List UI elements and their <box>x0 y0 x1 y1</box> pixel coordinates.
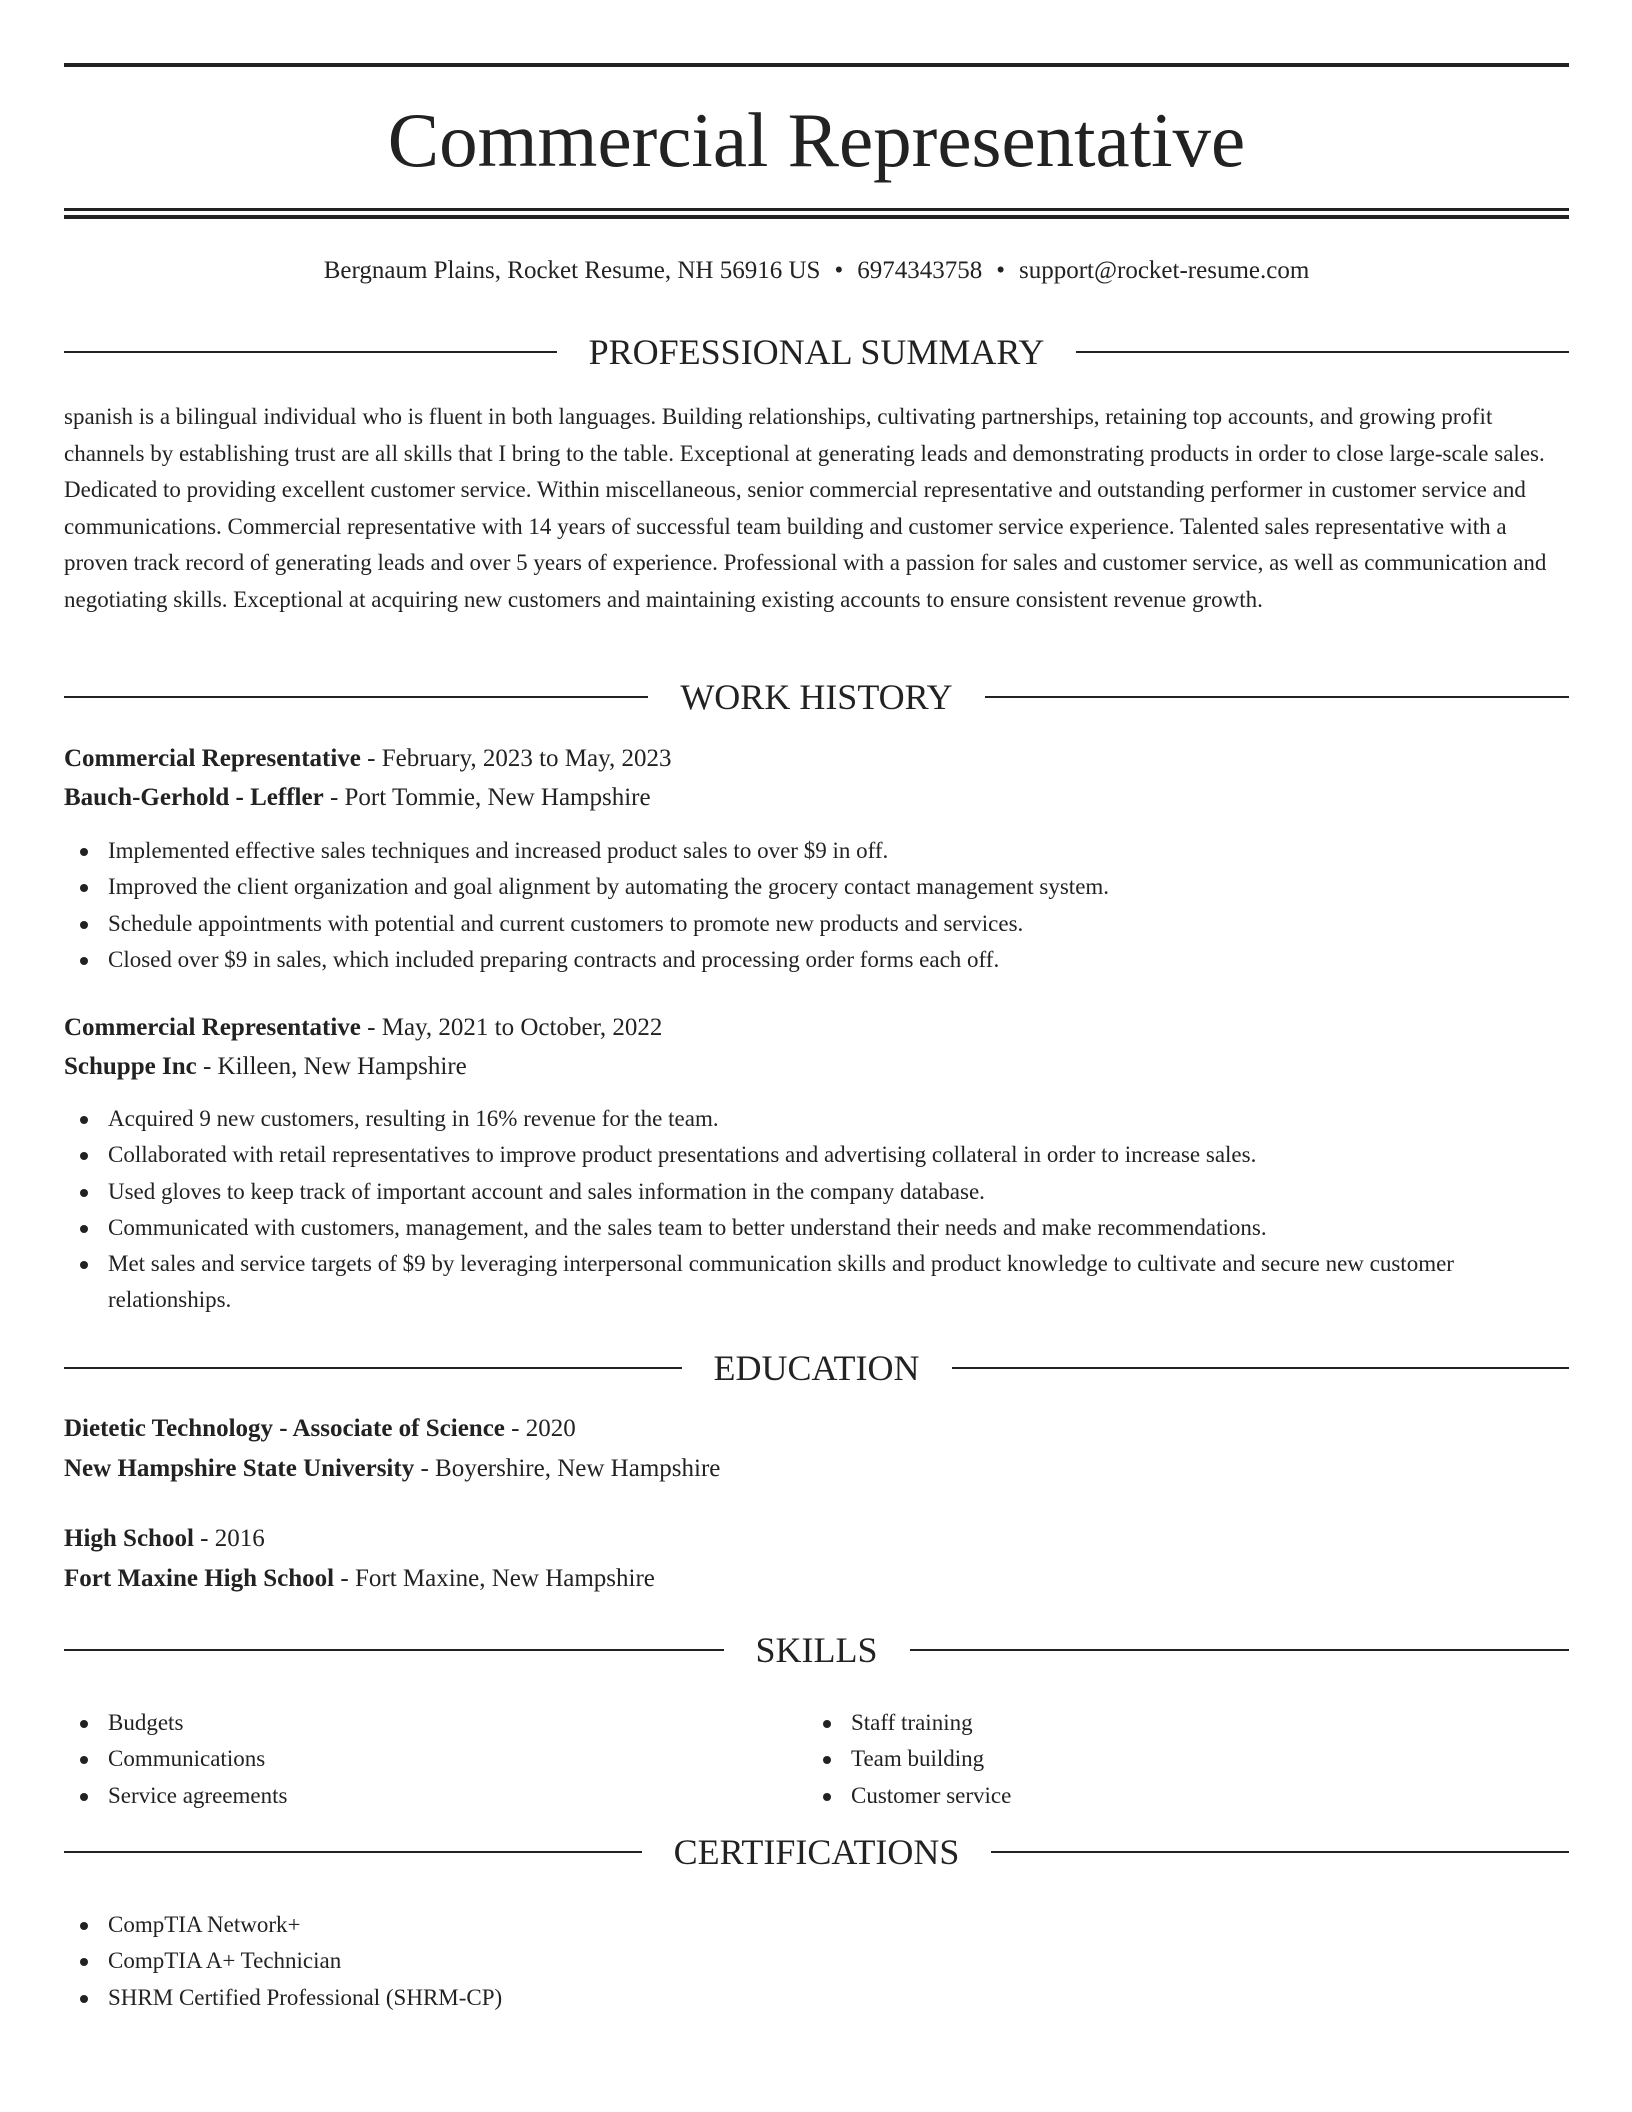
job-title-line <box>64 1010 1569 1046</box>
job-bullets <box>64 833 1569 978</box>
education-year: - 2020 <box>504 1415 576 1442</box>
education-degree-line <box>64 1411 1569 1447</box>
top-rule <box>64 63 1569 67</box>
section-heading-education <box>64 1346 1569 1390</box>
education-school: Fort Maxine High School <box>64 1565 335 1592</box>
summary-paragraph: spanish is a bilingual individual who is fluent in both languages. Building relationships, cultivating partnerships, retaining top accounts, and growing profit channels by establishing trust are all skills that I bring to the table. Exceptional at generating leads and demonstrating products in order to close large-scale sales. Dedicated to providing excellent customer service. Within miscellaneous, senior commercial representative and outstanding performer in customer service and communications. Commercial representative with 14 years of successful team building and customer service experience. Talented sales representative with a proven track record of generating leads and over 5 years of experience. Professional with a passion for sales and customer service, as well as communication and negotiating skills. Exceptional at acquiring new customers and maintaining existing accounts to ensure consistent revenue growth. <box>64 404 1547 612</box>
skill-item: Staff training <box>807 1705 1507 1741</box>
certifications-list <box>64 1907 1569 2016</box>
contact-line <box>64 253 1569 289</box>
section-heading-work-history <box>64 675 1569 719</box>
skill-item: Communications <box>64 1741 764 1777</box>
section-heading-skills <box>64 1628 1569 1672</box>
contact-phone: 6974343758 <box>857 257 983 284</box>
education-school-line <box>64 1451 1569 1487</box>
list-item: Used gloves to keep track of important account and sales information in the company database. <box>64 1174 1504 1210</box>
skill-item: Budgets <box>64 1705 764 1741</box>
job-dates: - May, 2021 to October, 2022 <box>360 1014 663 1041</box>
heading-rule <box>910 1649 1570 1651</box>
list-item: Improved the client organization and goal alignment by automating the grocery contact management system. <box>64 869 1569 905</box>
education-school: New Hampshire State University <box>64 1455 415 1482</box>
job-dates: - February, 2023 to May, 2023 <box>360 745 672 772</box>
job-company-line <box>64 1049 1569 1085</box>
contact-separator: • <box>834 257 844 284</box>
certification-item: CompTIA Network+ <box>64 1907 1569 1943</box>
list-item: Met sales and service targets of $9 by leveraging interpersonal communication skills and product knowledge to cultivate and secure new customer relationships. <box>64 1246 1504 1319</box>
section-heading-certifications <box>64 1830 1569 1874</box>
job-role: Commercial Representative <box>64 745 361 772</box>
heading-rule <box>64 696 648 698</box>
heading-rule <box>985 696 1569 698</box>
education-year: - 2016 <box>193 1525 265 1552</box>
heading-rule <box>64 1851 642 1853</box>
section-heading-summary <box>64 330 1569 374</box>
title-double-rule <box>64 208 1569 219</box>
list-item: Closed over $9 in sales, which included preparing contracts and processing order forms each off. <box>64 942 1569 978</box>
heading-rule <box>64 1367 682 1369</box>
list-item: Collaborated with retail representatives to improve product presentations and advertising collateral in order to increase sales. <box>64 1137 1504 1173</box>
list-item: Schedule appointments with potential and current customers to promote new products and services. <box>64 906 1569 942</box>
job-location: - Port Tommie, New Hampshire <box>323 784 651 811</box>
skills-list-left <box>64 1705 764 1814</box>
job-company: Schuppe Inc <box>64 1053 197 1080</box>
section-title: SKILLS <box>755 1630 878 1670</box>
heading-rule <box>64 1649 724 1651</box>
section-title: CERTIFICATIONS <box>673 1832 960 1872</box>
certification-item: CompTIA A+ Technician <box>64 1943 1569 1979</box>
section-title: WORK HISTORY <box>680 677 953 717</box>
contact-address: Bergnaum Plains, Rocket Resume, NH 56916 US <box>323 257 821 284</box>
job-role: Commercial Representative <box>64 1014 361 1041</box>
contact-email: support@rocket-resume.com <box>1018 257 1310 284</box>
section-title: PROFESSIONAL SUMMARY <box>588 332 1045 372</box>
heading-rule <box>952 1367 1570 1369</box>
job-company-line <box>64 780 1569 816</box>
heading-rule <box>991 1851 1569 1853</box>
heading-rule <box>64 351 557 353</box>
list-item: Implemented effective sales techniques and increased product sales to over $9 in off. <box>64 833 1569 869</box>
education-degree: High School <box>64 1525 194 1552</box>
contact-separator: • <box>996 257 1005 284</box>
education-location: - Boyershire, New Hampshire <box>414 1455 721 1482</box>
list-item: Communicated with customers, management, and the sales team to better understand their needs and make recommendations. <box>64 1210 1504 1246</box>
skill-item: Team building <box>807 1741 1507 1777</box>
job-bullets <box>64 1101 1504 1319</box>
job-company: Bauch-Gerhold - Leffler <box>64 784 324 811</box>
education-degree-line <box>64 1521 1569 1557</box>
job-title-line <box>64 741 1569 777</box>
education-school-line <box>64 1561 1569 1597</box>
skill-item: Service agreements <box>64 1778 764 1814</box>
education-location: - Fort Maxine, New Hampshire <box>334 1565 655 1592</box>
job-location: - Killeen, New Hampshire <box>196 1053 467 1080</box>
skills-list-right <box>807 1705 1507 1814</box>
resume-title: Commercial Representative <box>387 97 1246 183</box>
list-item: Acquired 9 new customers, resulting in 16% revenue for the team. <box>64 1101 1504 1137</box>
heading-rule <box>1076 351 1569 353</box>
education-degree: Dietetic Technology - Associate of Science <box>64 1415 505 1442</box>
section-title: EDUCATION <box>713 1348 920 1388</box>
certification-item: SHRM Certified Professional (SHRM-CP) <box>64 1980 1569 2016</box>
skill-item: Customer service <box>807 1778 1507 1814</box>
